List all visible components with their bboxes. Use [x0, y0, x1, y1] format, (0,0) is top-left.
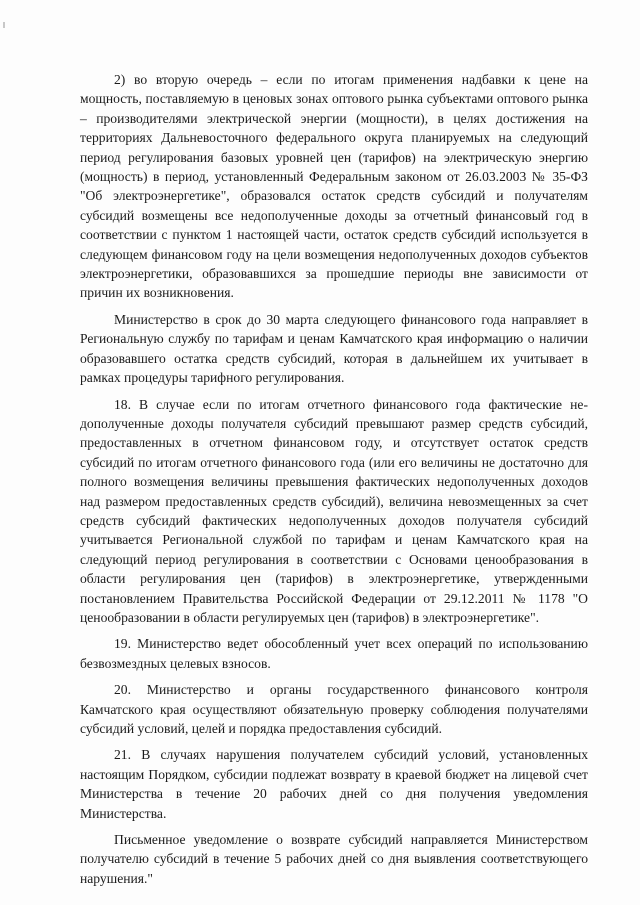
paragraph-21: 21. В случаях нарушения получателем субсидий условий, установленных настоящим Порядком, субсидии подлежат возврату в краевой бюджет на лицевой счет Министерства в течение 20 рабочих дней со дня получения уведомления Министерства.	[80, 747, 588, 821]
document-text	[80, 70, 588, 888]
paragraph-18: 18. В случае если по итогам отчетного финансового года фактические недополученные доходы получателя субсидий превышают размер средств субсидий, предоставленных в отчетном финансовом году, и отсутствует остаток средств субсидий по итогам отчетного финансового года (или его величины не достаточно для полного возмещения величины превышения фактических недополученных доходов над размером предоставленных средств субсидий), величина невозмещенных за счет средств субсидий фактических недополученных доходов получателя субсидий учитывается Региональной службой по тарифам и ценам Камчатского края на следующий период регулирования в соответствии с Основами ценообразования в области регулирования цен (тарифов) в электроэнергетике, утвержденными постановлением Правительства Российской Федерации от 29.12.2011 № 1178 "О ценообразовании в области регулируемых цен (тарифов) в электроэнергетике".	[80, 396, 588, 625]
paragraph-notice: Письменное уведомление о возврате субсидий направляется Министерством получателю субсидий в течение 5 рабочих дней со дня выявления соответствующего нарушения."	[80, 832, 588, 886]
scan-mark	[3, 22, 5, 28]
paragraph-ministry-deadline: Министерство в срок до 30 марта следующего финансового года направляет в Региональную службу по тарифам и ценам Камчатского края информацию о наличии образовавшего остатка средств субсидий, которая в дальнейшем их учитывает в рамках процедуры тарифного регулирования.	[80, 311, 588, 386]
paragraph-item-2: 2) во вторую очередь – если по итогам применения надбавки к цене на мощность, поставляемую в ценовых зонах оптового рынка субъектами оптового рынка – производителями электрической энергии (мощности), в целях достижения на территориях Дальневосточного федерального округа планируемых на следующий период регулирования базовых уровней цен (тарифов) на электрическую энергию (мощность) в период, установленный Федеральным законом от 26.03.2003 № 35-ФЗ "Об электроэнергетике", образовался остаток средств субсидий и получателям субсидий возмещены все недополученные доходы за отчетный финансовый год в соответствии с пунктом 1 настоящей части, остаток средств субсидий используется в следующем финансовом году на цели возмещения недополученных доходов субъектов электроэнергетики, образовавшихся за прошедшие периоды вне зависимости от причин их возникновения.	[80, 72, 588, 301]
paragraph-20: 20. Министерство и органы государственного финансового контроля Камчатского края осуществляют обязательную проверку соблюдения получателями субсидий условий, целей и порядка предоставления субсидий.	[80, 682, 588, 736]
paragraph-19: 19. Министерство ведет обособленный учет всех операций по использованию безвозмездных целевых взносов.	[80, 636, 588, 671]
